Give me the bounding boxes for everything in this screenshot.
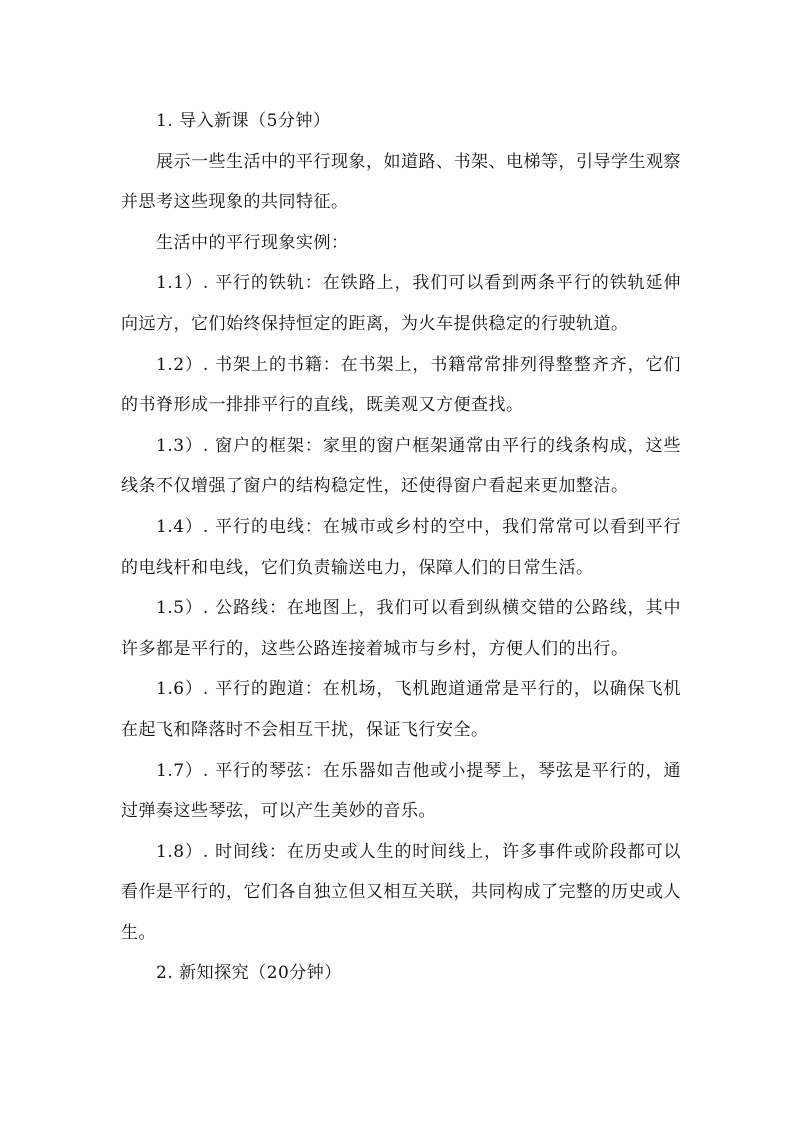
document-body [121, 101, 681, 994]
example-item-railway: 1.1）. 平行的铁轨：在铁路上，我们可以看到两条平行的铁轨延伸向远方，它们始终保持恒定的距离，为火车提供稳定的行驶轨道。 [121, 273, 681, 334]
example-item-strings: 1.7）. 平行的琴弦：在乐器如吉他或小提琴上，琴弦是平行的，通过弹奏这些琴弦，可以产生美妙的音乐。 [121, 760, 681, 822]
intro-paragraph: 展示一些生活中的平行现象，如道路、书架、电梯等，引导学生观察并思考这些现象的共同特征。 [121, 151, 681, 213]
examples-heading: 生活中的平行现象实例： [156, 232, 349, 253]
example-item-timeline: 1.8）. 时间线：在历史或人生的时间线上，许多事件或阶段都可以看作是平行的，它们各自独立但又相互关联，共同构成了完整的历史或人生。 [121, 841, 681, 943]
example-item-bookshelf: 1.2）. 书架上的书籍：在书架上，书籍常常排列得整整齐齐，它们的书脊形成一排排平行的直线，既美观又方便查找。 [121, 354, 681, 416]
example-item-power-lines: 1.4）. 平行的电线：在城市或乡村的空中，我们常常可以看到平行的电线杆和电线，它们负责输送电力，保障人们的日常生活。 [121, 516, 681, 578]
example-item-roads: 1.5）. 公路线：在地图上，我们可以看到纵横交错的公路线，其中许多都是平行的，这些公路连接着城市与乡村，方便人们的出行。 [121, 598, 681, 659]
example-item-runway: 1.6）. 平行的跑道：在机场，飞机跑道通常是平行的，以确保飞机在起飞和降落时不会相互干扰，保证飞行安全。 [121, 679, 681, 740]
section-heading-explore: 2. 新知探究（20分钟） [156, 963, 342, 984]
example-item-window: 1.3）. 窗户的框架：家里的窗户框架通常由平行的线条构成，这些线条不仅增强了窗户的结构稳定性，还使得窗户看起来更加整洁。 [121, 435, 681, 497]
section-heading-intro: 1. 导入新课（5分钟） [156, 111, 331, 131]
